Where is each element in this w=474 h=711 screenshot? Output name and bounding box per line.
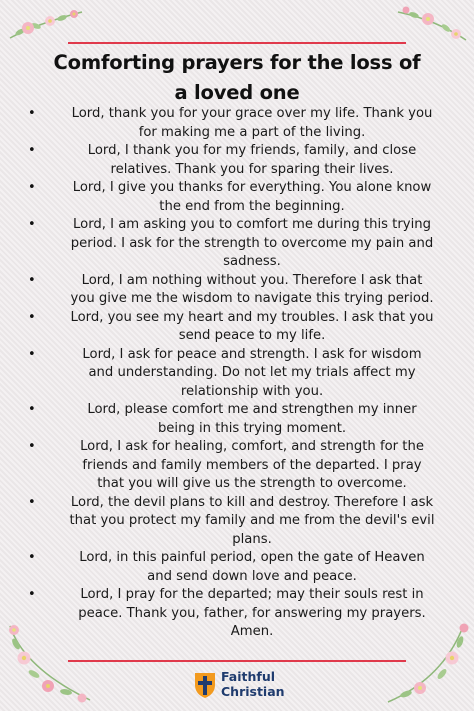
prayer-line: send peace to my life. [178,328,326,343]
prayer-item [28,142,460,179]
bullet-icon: • [28,346,36,362]
prayer-line: relatives. Thank you for sparing their lives. [110,161,394,177]
bullet-icon: • [28,439,36,454]
prayer-line: Lord, thank you for your grace over my life. Thank you [71,106,433,121]
prayer-line: you give me the wisdom to navigate this trying period. [70,291,434,306]
prayer-line: period. I ask for the strength to overcome my pain and [70,235,434,251]
prayer-line: peace. Thank you, father, for answering my prayers. [78,605,426,621]
prayer-line: for making me a part of the living. [138,124,366,140]
prayer-item [28,401,460,438]
prayer-item [28,309,460,346]
bottom-divider [68,660,406,662]
prayer-list [28,105,460,642]
floral-corner-top-left [6,4,86,44]
prayer-line: and send down love and peace. [147,568,357,584]
prayer-item [28,105,460,142]
bullet-icon: • [28,143,36,158]
prayer-line: Lord, in this painful period, open the gate of Heaven [79,550,425,565]
prayer-item [28,346,460,402]
prayer-line: Lord, please comfort me and strengthen my inner [87,402,417,417]
bullet-icon: • [28,494,36,510]
prayer-line: Lord, I give you thanks for everything. You alone know [72,180,432,195]
prayer-line: Amen. [230,624,274,639]
cross-shield-icon [193,671,217,699]
floral-corner-top-right [396,4,470,44]
prayer-line: Lord, I am asking you to comfort me during this trying [73,217,431,232]
bullet-icon: • [28,402,36,417]
prayer-line: Lord, the devil plans to kill and destroy. Therefore I ask [70,494,434,510]
prayer-line: Lord, I am nothing without you. Therefore I ask that [81,272,423,288]
prayer-item [28,549,460,586]
logo-text [221,669,285,699]
prayer-item [28,216,460,272]
prayer-line: plans. [232,531,272,547]
bullet-icon: • [28,587,36,602]
prayer-line: Lord, I ask for peace and strength. I ask for wisdom [82,346,422,362]
prayer-line: friends and family members of the departed. I pray [82,457,422,473]
faithful-christian-logo[interactable] [193,668,303,702]
prayer-item [28,494,460,550]
prayer-line: Lord, I thank you for my friends, family, and close [87,143,417,158]
prayer-item [28,438,460,494]
prayer-line: sadness. [223,254,281,269]
prayer-line: Lord, I ask for healing, comfort, and strength for the [80,439,424,454]
prayer-line: being in this trying moment. [157,420,347,436]
page-title [30,48,444,108]
title-line-2: a loved one [174,81,300,104]
prayer-line: the end from the beginning. [159,198,345,214]
title-line-1: Comforting prayers for the loss of [53,51,421,74]
prayer-item [28,179,460,216]
prayer-line: Lord, I pray for the departed; may their souls rest in [80,587,424,602]
logo-line-2: Christian [221,684,285,699]
prayer-item [28,272,460,309]
logo-line-1: Faithful [221,669,276,684]
top-divider [68,42,406,44]
bullet-icon: • [28,217,36,232]
prayer-line: that you protect my family and me from the devil's evil [69,513,435,528]
bullet-icon: • [28,309,36,325]
bullet-icon: • [28,106,36,121]
prayer-line: Lord, you see my heart and my troubles. I ask that you [70,309,434,325]
bullet-icon: • [28,550,36,565]
prayer-item [28,586,460,642]
bullet-icon: • [28,180,36,195]
prayer-line: relationship with you. [180,383,324,399]
prayer-line: and understanding. Do not let my trials affect my [88,365,416,380]
prayer-line: that you will give us the strength to overcome. [97,476,407,491]
bullet-icon: • [28,272,36,288]
